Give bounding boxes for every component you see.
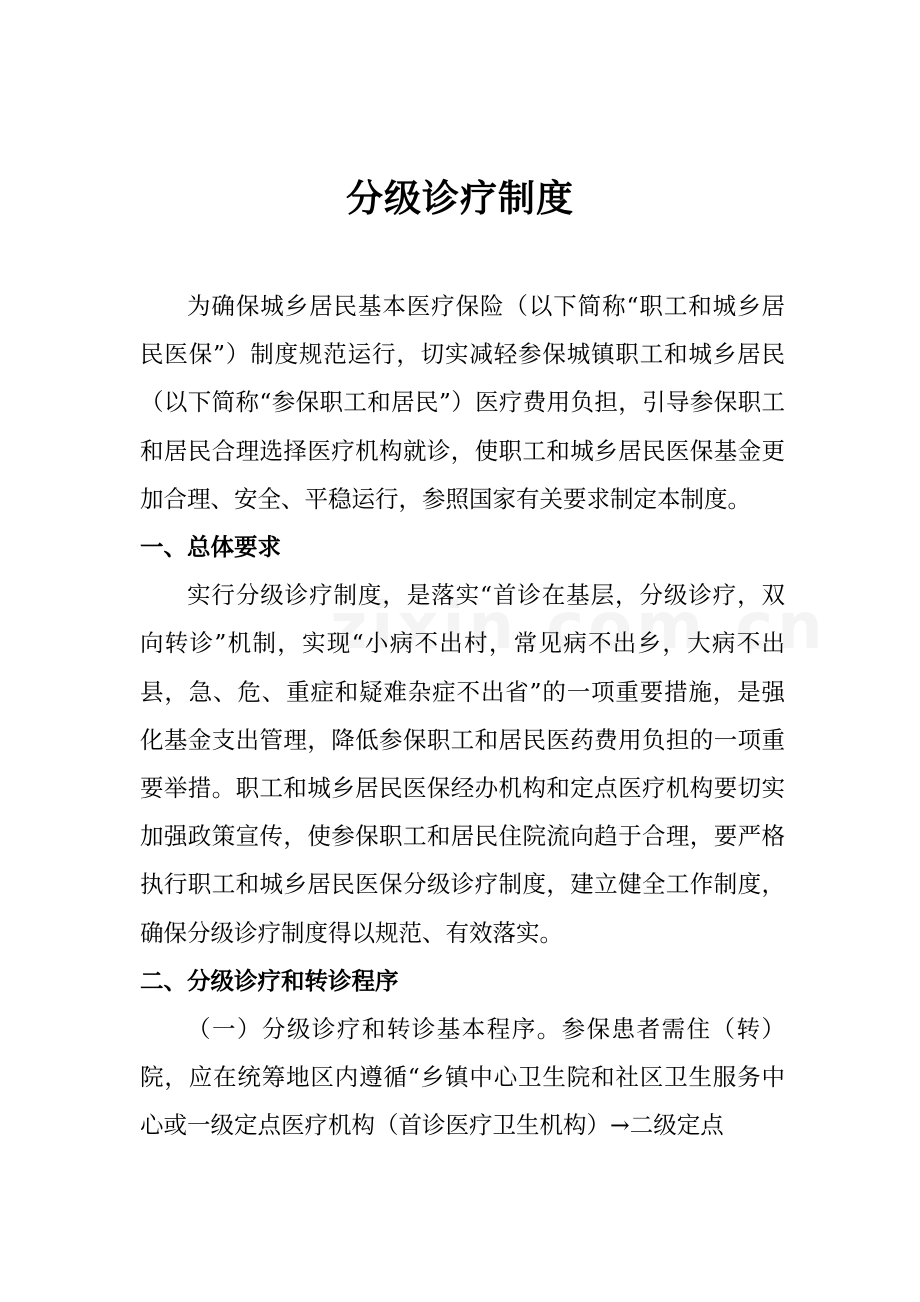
section-paragraph-referral-procedure: （一）分级诊疗和转诊基本程序。参保患者需住（转）院，应在统筹地区内遵循“乡镇中心卫生院和社区卫生服务中心或一级定点医疗机构（首诊医疗卫生机构）→二级定点 xyxy=(140,1015,785,1140)
document-body xyxy=(140,282,785,1150)
intro-paragraph: 为确保城乡居民基本医疗保险（以下简称“职工和城乡居民医保”）制度规范运行，切实减轻参保城镇职工和城乡居民（以下简称“参保职工和居民”）医疗费用负担，引导参保职工和居民合理选择医疗机构就诊，使职工和城乡居民医保基金更加合理、安全、平稳运行，参照国家有关要求制定本制度。 xyxy=(140,292,785,513)
section-heading-referral-procedure: 二、分级诊疗和转诊程序 xyxy=(140,966,399,995)
section-heading-overall-requirements: 一、总体要求 xyxy=(140,533,281,562)
document-title: 分级诊疗制度 xyxy=(346,176,574,220)
section-paragraph-overall-requirements: 实行分级诊疗制度，是落实“首诊在基层，分级诊疗，双向转诊”机制，实现“小病不出村，常见病不出乡，大病不出县，急、危、重症和疑难杂症不出省”的一项重要措施，是强化基金支出管理，降低参保职工和居民医药费用负担的一项重要举措。职工和城乡居民医保经办机构和定点医疗机构要切实加强政策宣传，使参保职工和居民住院流向趋于合理，要严格执行职工和城乡居民医保分级诊疗制度，建立健全工作制度，确保分级诊疗制度得以规范、有效落实。 xyxy=(140,581,785,947)
